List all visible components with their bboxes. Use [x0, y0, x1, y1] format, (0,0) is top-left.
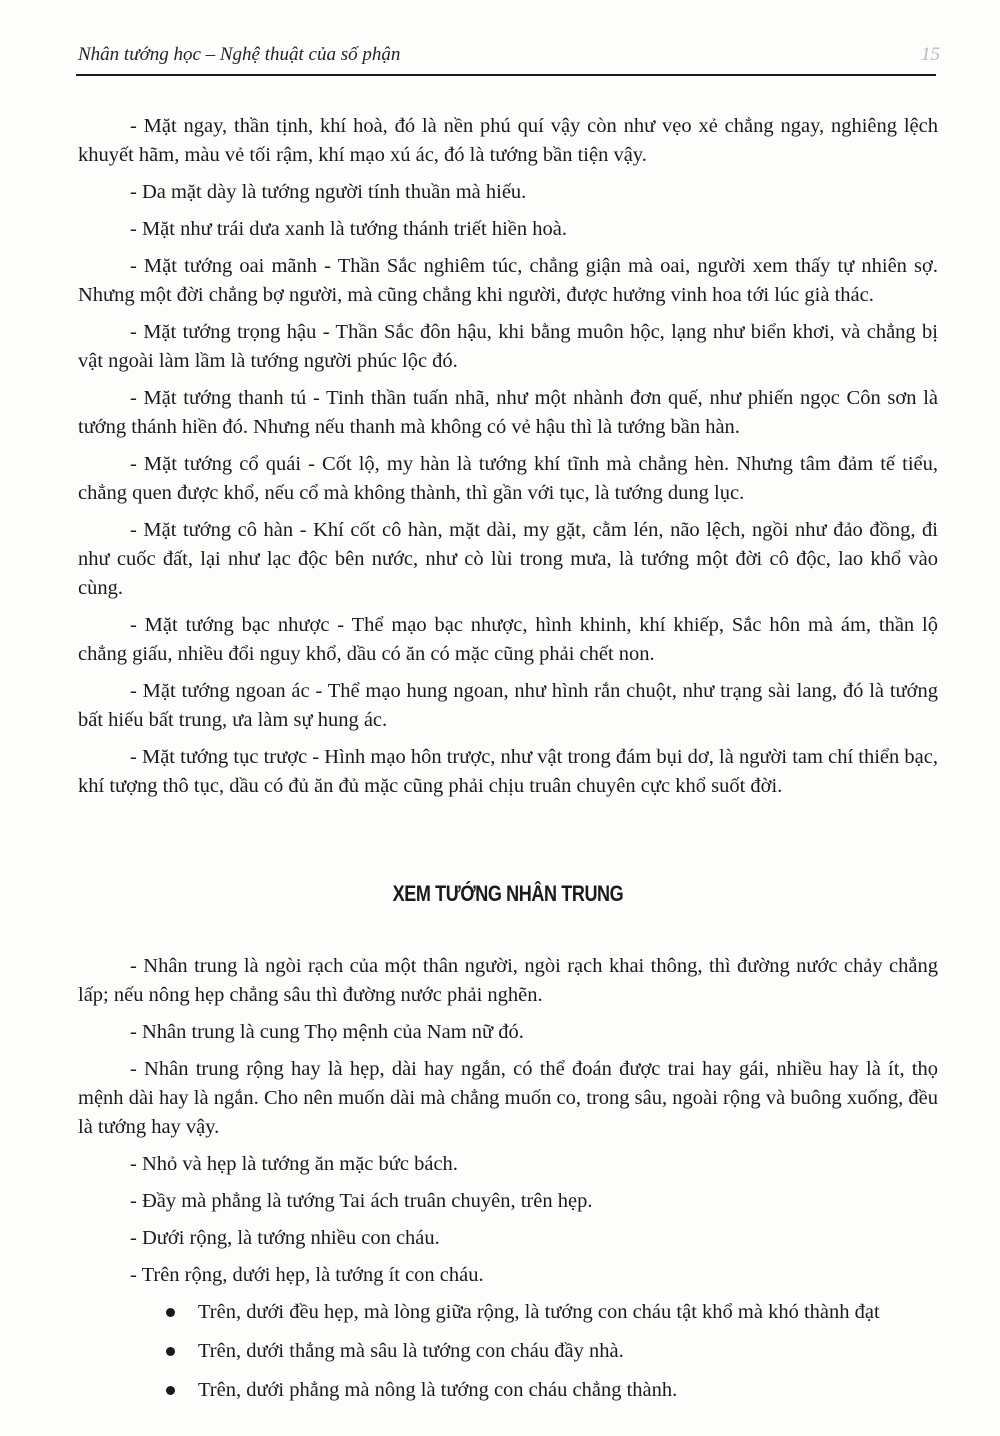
paragraph: - Mặt như trái dưa xanh là tướng thánh triết hiền hoà. [130, 218, 567, 240]
paragraph: - Nhỏ và hẹp là tướng ăn mặc bức bách. [130, 1153, 458, 1175]
paragraph: - Mặt tướng bạc nhược - Thể mạo bạc nhược, hình khinh, khí khiếp, Sắc hôn mà ám, thần lộ chẳng giấu, nhiều đổi nguy khổ, dầu có ăn có mặc cũng phải chết non. [78, 614, 938, 665]
list-item [162, 1376, 938, 1405]
paragraph: - Trên rộng, dưới hẹp, là tướng ít con cháu. [130, 1264, 484, 1286]
paragraph: - Mặt tướng oai mãnh - Thần Sắc nghiêm túc, chẳng giận mà oai, người xem thấy tự nhiên sợ. Nhưng một đời chẳng bợ người, mà cũng chẳng khi người, được hưởng vinh hoa tới lúc già thác. [78, 255, 938, 306]
list-item [162, 1337, 938, 1366]
paragraph: - Mặt tướng cổ quái - Cốt lộ, my hàn là tướng khí tĩnh mà chẳng hèn. Nhưng tâm đảm tế tiểu, chẳng quen được khổ, nếu cổ mà không thành, thì gần với tục, là tướng dung lục. [78, 453, 938, 504]
page-body [78, 112, 938, 1415]
paragraph: - Đầy mà phẳng là tướng Tai ách truân chuyên, trên hẹp. [130, 1190, 593, 1212]
section-heading: XEM TƯỚNG NHÂN TRUNG [392, 881, 624, 906]
page-number: 15 [921, 44, 940, 65]
paragraph: - Mặt tướng cô hàn - Khí cốt cô hàn, mặt dài, my gặt, cằm lén, não lệch, ngồi như đảo đồng, đi như cuốc đất, lại như lạc độc bên nước, như cò lùi trong mưa, là tướng một đời cô độc, lao khổ vào cùng. [78, 519, 938, 599]
bullet-icon [166, 1308, 175, 1317]
paragraph: - Dưới rộng, là tướng nhiều con cháu. [130, 1227, 440, 1249]
header-divider [76, 74, 936, 76]
paragraph: - Nhân trung là ngòi rạch của một thân người, ngòi rạch khai thông, thì đường nước chảy chẳng lấp; nếu nông hẹp chẳng sâu thì đường nước phải nghẽn. [78, 955, 938, 1006]
list-item-text: Trên, dưới thẳng mà sâu là tướng con cháu đầy nhà. [198, 1340, 624, 1362]
bullet-icon [166, 1386, 175, 1395]
paragraph: - Mặt tướng tục trược - Hình mạo hôn trược, như vật trong đám bụi dơ, là người tam chí thiển bạc, khí tượng thô tục, dầu có đủ ăn đủ mặc cũng phải chịu truân chuyên cực khổ suốt đời. [78, 746, 938, 797]
paragraph: - Mặt ngay, thần tịnh, khí hoà, đó là nền phú quí vậy còn như vẹo xẻ chẳng ngay, nghiêng lệch khuyết hãm, màu vẻ tối rậm, khí mạo xú ác, đó là tướng bần tiện vậy. [78, 115, 938, 166]
list-item-text: Trên, dưới phẳng mà nông là tướng con cháu chẳng thành. [198, 1379, 678, 1401]
list-item-text: Trên, dưới đều hẹp, mà lòng giữa rộng, là tướng con cháu tật khổ mà khó thành đạt [198, 1301, 880, 1323]
paragraph: - Nhân trung là cung Thọ mệnh của Nam nữ đó. [130, 1021, 524, 1043]
bullet-list [78, 1298, 938, 1405]
paragraph: - Mặt tướng thanh tú - Tinh thần tuấn nhã, như một nhành đơn quế, như phiến ngọc Côn sơn là tướng thánh hiền đó. Nhưng nếu thanh mà không có vẻ hậu thì là tướng bần hàn. [78, 387, 938, 438]
running-header-title: Nhân tướng học – Nghệ thuật của số phận [78, 44, 401, 65]
paragraph: - Mặt tướng trọng hậu - Thần Sắc đôn hậu, khi bằng muôn hộc, lạng như biển khơi, và chẳng bị vật ngoài làm lầm là tướng người phúc lộc đó. [78, 321, 938, 372]
bullet-icon [166, 1347, 175, 1356]
paragraph: - Nhân trung rộng hay là hẹp, dài hay ngắn, có thể đoán được trai hay gái, nhiều hay là ít, thọ mệnh dài hay là ngắn. Cho nên muốn dài mà chẳng muốn co, trong sâu, ngoài rộng và buông xuống, đều là tướng hay vậy. [78, 1058, 938, 1138]
paragraph: - Mặt tướng ngoan ác - Thể mạo hung ngoan, như hình rắn chuột, như trạng sài lang, đó là tướng bất hiếu bất trung, ưa làm sự hung ác. [78, 680, 938, 731]
paragraph: - Da mặt dày là tướng người tính thuần mà hiếu. [130, 181, 527, 203]
list-item [162, 1298, 938, 1327]
